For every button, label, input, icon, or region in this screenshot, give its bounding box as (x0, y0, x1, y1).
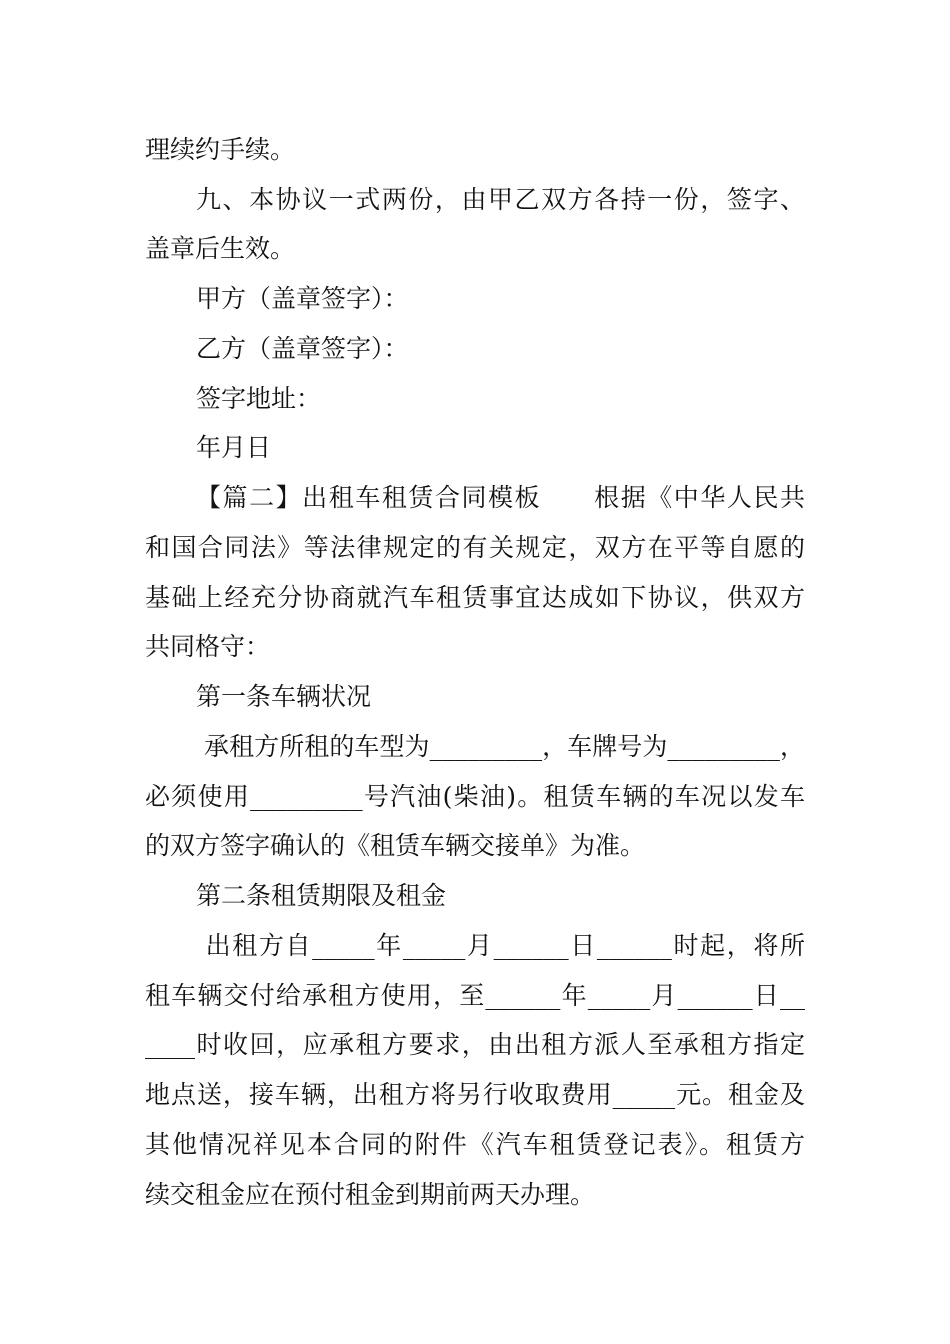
article-one-heading: 第一条车辆状况 (196, 682, 372, 711)
signing-address-line: 签字地址： (196, 384, 322, 413)
paragraph-line: 其他情况祥见本合同的附件《汽车租赁登记表》。租赁方 (145, 1130, 805, 1159)
paragraph-line: 承租方所租的车型为_________，车牌号为_________， (196, 732, 805, 761)
paragraph-line: ____时收回，应承租方要求，由出租方派人至承租方指定 (145, 1030, 805, 1059)
party-a-signature-line: 甲方（盖章签字）： (196, 284, 409, 313)
date-line: 年月日 (196, 433, 272, 462)
paragraph-line: 共同格守： (145, 632, 271, 661)
paragraph-line: 租车辆交付给承租方使用，至______年_____月______日__ (145, 981, 805, 1010)
paragraph-line: 必须使用_________号汽油(柴油)。租赁车辆的车况以发车 (145, 782, 805, 811)
article-two-heading: 第二条租赁期限及租金 (196, 881, 447, 910)
clause-nine-line: 九、本协议一式两份，由甲乙双方各持一份，签字、 (196, 185, 805, 214)
party-b-signature-line: 乙方（盖章签字）： (196, 334, 409, 363)
paragraph-line: 出租方自_____年_____月______日______时起，将所 (196, 931, 805, 960)
paragraph-line: 续交租金应在预付租金到期前两天办理。 (145, 1180, 596, 1209)
paragraph-line: 地点送，接车辆，出租方将另行收取费用_____元。租金及 (145, 1080, 805, 1109)
paragraph-line: 和国合同法》等法律规定的有关规定，双方在平等自愿的 (145, 533, 805, 562)
paragraph-line: 基础上经充分协商就汽车租赁事宜达成如下协议，供双方 (145, 583, 805, 612)
paragraph-line: 理续约手续。 (145, 135, 296, 164)
section-two-heading-line: 【篇二】出租车租赁合同模板 根据《中华人民共 (196, 483, 805, 512)
paragraph-line: 盖章后生效。 (145, 234, 296, 263)
paragraph-line: 的双方签字确认的《租赁车辆交接单》为准。 (145, 831, 646, 860)
